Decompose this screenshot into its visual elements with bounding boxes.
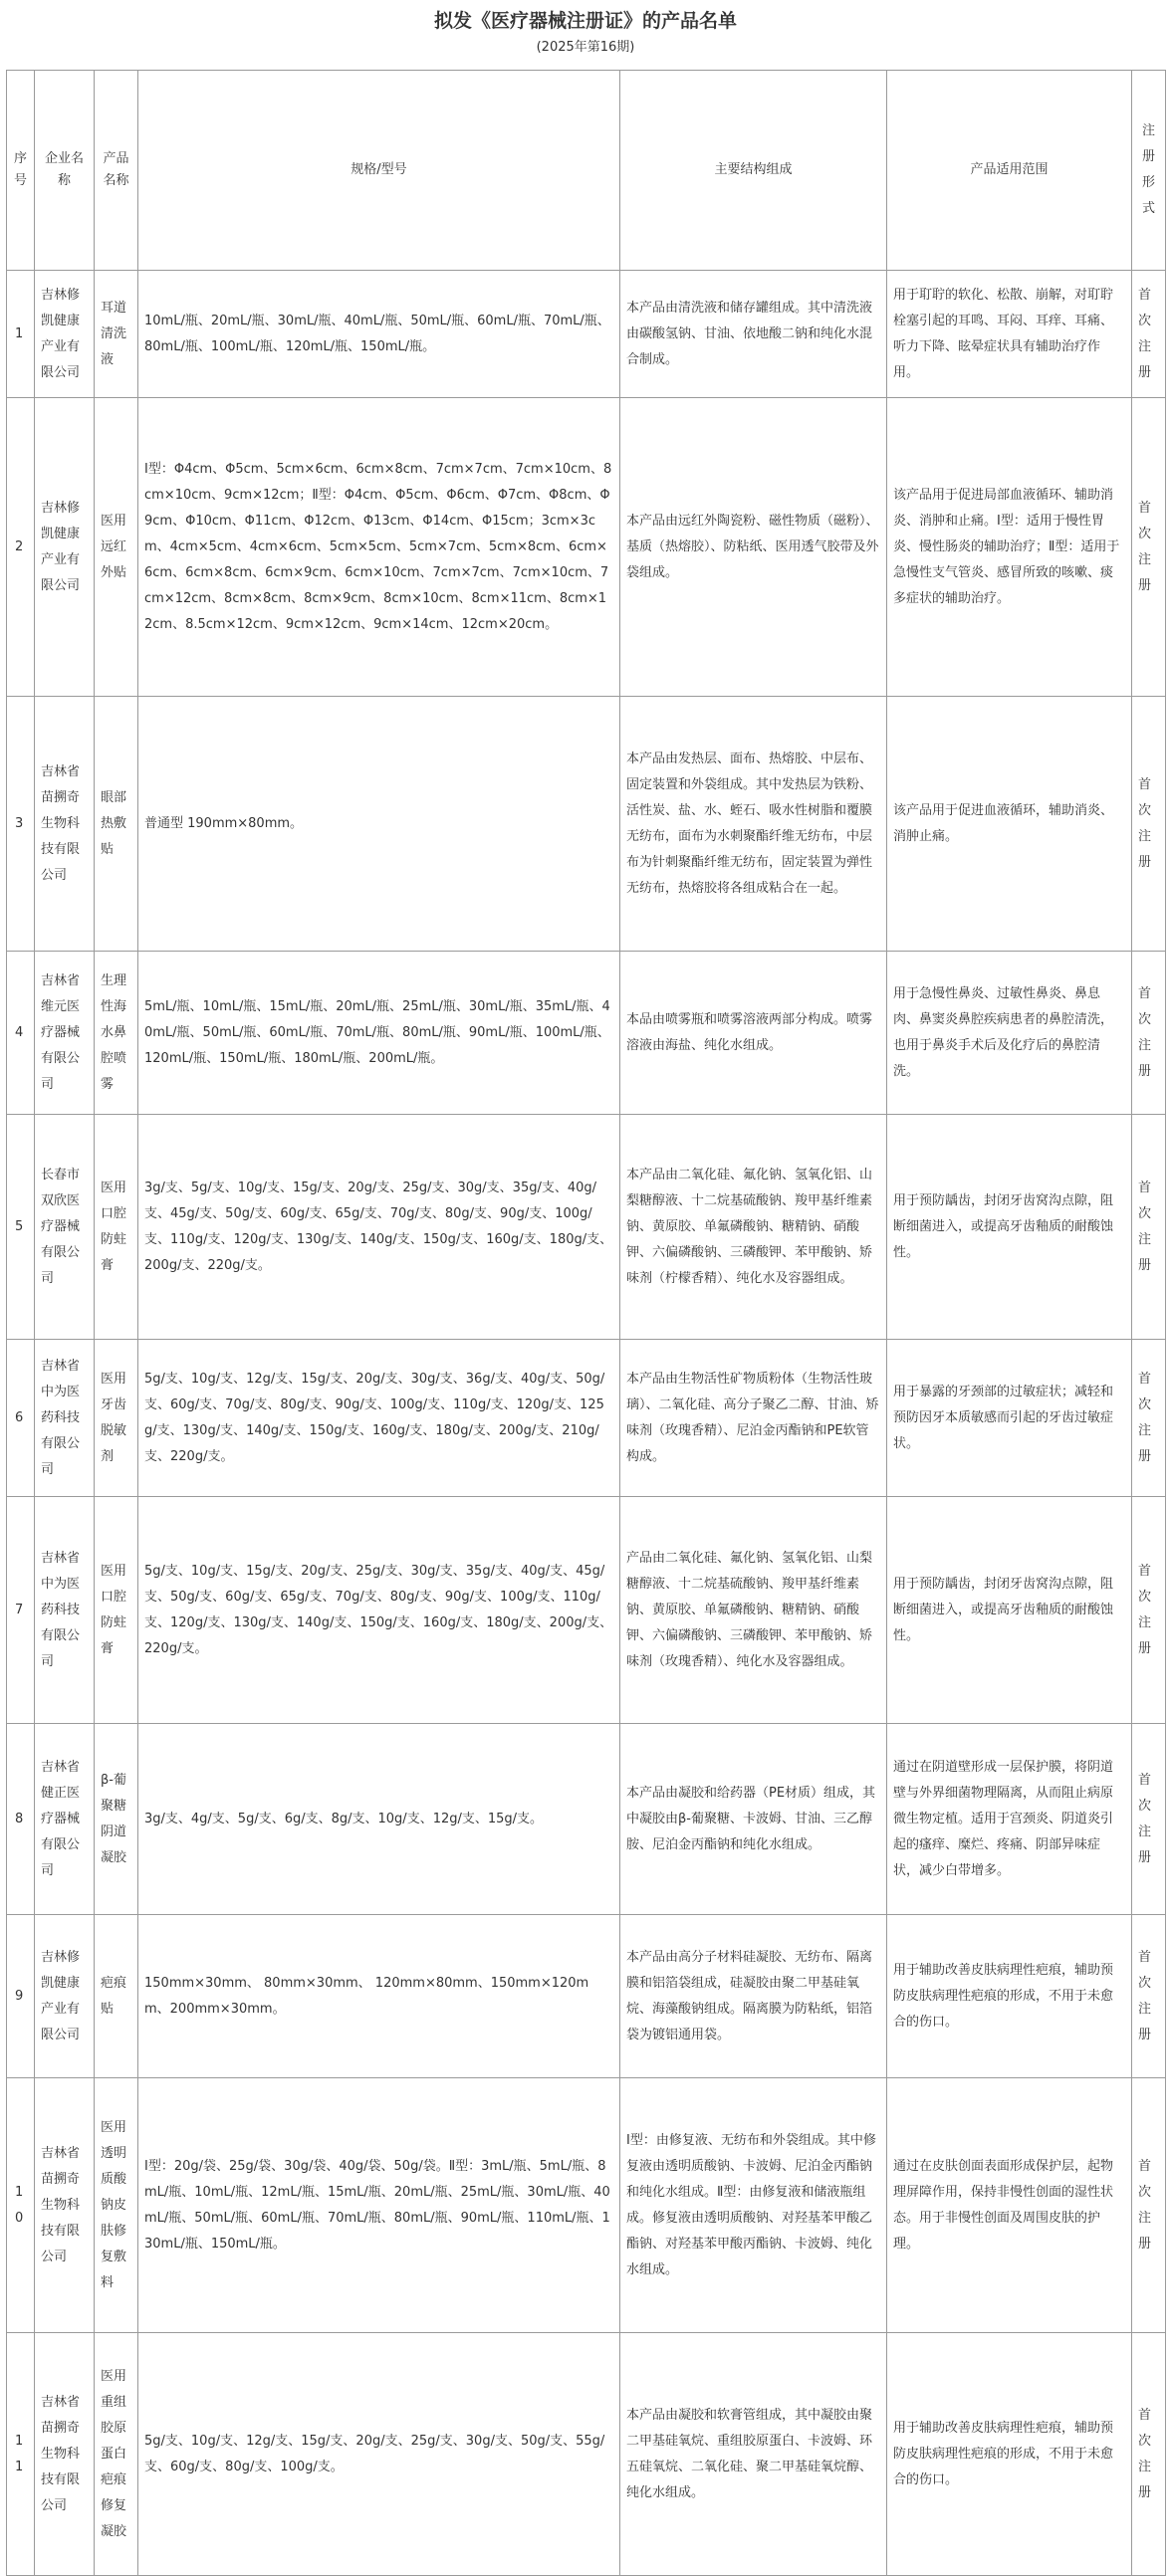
row-structure: 本品由喷雾瓶和喷雾溶液两部分构成。喷雾溶液由海盐、纯化水组成。	[620, 952, 887, 1115]
row-index: 4	[7, 952, 35, 1115]
row-company: 吉林省苗搠奇生物科技有限公司	[35, 2078, 95, 2333]
row-product: β-葡聚糖阴道凝胶	[95, 1724, 138, 1915]
row-product: 生理性海水鼻腔喷雾	[95, 952, 138, 1115]
row-structure: Ⅰ型：由修复液、无纺布和外袋组成。其中修复液由透明质酸钠、卡波姆、尼泊金丙酯钠和纯化水组成。Ⅱ型：由修复液和储液瓶组成。修复液由透明质酸钠、对羟基苯甲酸乙酯钠、对羟基苯甲酸丙酯钠、卡波姆、纯化水组成。	[620, 2078, 887, 2333]
row-index: 2	[7, 398, 35, 697]
row-product: 耳道清洗液	[95, 271, 138, 398]
table-row	[7, 2078, 1166, 2333]
row-index: 3	[7, 697, 35, 952]
row-form: 首次注册	[1132, 1340, 1166, 1497]
table-header	[7, 71, 1166, 271]
row-product: 医用重组胶原蛋白疤痕修复凝胶	[95, 2333, 138, 2576]
row-scope: 用于辅助改善皮肤病理性疤痕，辅助预防皮肤病理性疤痕的形成，不用于未愈合的伤口。	[887, 1915, 1132, 2078]
row-scope: 通过在皮肤创面表面形成保护层，起物理屏障作用，保持非慢性创面的湿性状态。用于非慢性创面及周围皮肤的护理。	[887, 2078, 1132, 2333]
row-product: 医用远红外贴	[95, 398, 138, 697]
document-subtitle: (2025年第16期)	[536, 40, 635, 55]
row-form: 首次注册	[1132, 697, 1166, 952]
row-product: 医用透明质酸钠皮肤修复敷料	[95, 2078, 138, 2333]
header-row	[7, 71, 1166, 271]
row-scope: 用于耵聍的软化、松散、崩解，对耵聍栓塞引起的耳鸣、耳闷、耳痒、耳痛、听力下降、眩晕症状具有辅助治疗作用。	[887, 271, 1132, 398]
row-structure: 本产品由凝胶和软膏管组成，其中凝胶由聚二甲基硅氧烷、重组胶原蛋白、卡波姆、环五硅氧烷、二氧化硅、聚二甲基硅氧烷醇、纯化水组成。	[620, 2333, 887, 2576]
row-scope: 用于急慢性鼻炎、过敏性鼻炎、鼻息肉、鼻窦炎鼻腔疾病患者的鼻腔清洗，也用于鼻炎手术后及化疗后的鼻腔清洗。	[887, 952, 1132, 1115]
row-company: 吉林省中为医药科技有限公司	[35, 1340, 95, 1497]
table-row	[7, 952, 1166, 1115]
row-company: 吉林修凯健康产业有限公司	[35, 271, 95, 398]
header-form: 注册形式	[1132, 71, 1166, 271]
row-form: 首次注册	[1132, 1115, 1166, 1340]
row-index: 7	[7, 1497, 35, 1724]
row-spec: Ⅰ型：Φ4cm、Φ5cm、5cm×6cm、6cm×8cm、7cm×7cm、7cm×10cm、8cm×10cm、9cm×12cm；Ⅱ型：Φ4cm、Φ5cm、Φ6cm、Φ7cm、Φ8cm、Φ9cm、Φ10cm、Φ11cm、Φ12cm、Φ13cm、Φ14cm、Φ15cm；3cm×3cm、4cm×5cm、4cm×6cm、5cm×5cm、5cm×7cm、5cm×8cm、6cm×6cm、6cm×8cm、6cm×9cm、6cm×10cm、7cm×7cm、7cm×10cm、7cm×12cm、8cm×8cm、8cm×9cm、8cm×10cm、8cm×11cm、8cm×12cm、8.5cm×12cm、9cm×12cm、9cm×14cm、12cm×20cm。	[138, 398, 620, 697]
row-spec: 5g/支、10g/支、12g/支、15g/支、20g/支、30g/支、36g/支、40g/支、50g/支、60g/支、70g/支、80g/支、90g/支、100g/支、110g/支、120g/支、125g/支、130g/支、140g/支、150g/支、160g/支、180g/支、200g/支、210g/支、220g/支。	[138, 1340, 620, 1497]
row-spec: 150mm×30mm、 80mm×30mm、 120mm×80mm、150mm×120mm、200mm×30mm。	[138, 1915, 620, 2078]
row-company: 吉林省中为医药科技有限公司	[35, 1497, 95, 1724]
row-form: 首次注册	[1132, 398, 1166, 697]
row-scope: 用于预防龋齿，封闭牙齿窝沟点隙，阻断细菌进入，或提高牙齿釉质的耐酸蚀性。	[887, 1497, 1132, 1724]
row-company: 长春市双欣医疗器械有限公司	[35, 1115, 95, 1340]
row-spec: Ⅰ型：20g/袋、25g/袋、30g/袋、40g/袋、50g/袋。Ⅱ型：3mL/瓶、5mL/瓶、8mL/瓶、10mL/瓶、12mL/瓶、15mL/瓶、20mL/瓶、25mL/瓶、30mL/瓶、40mL/瓶、50mL/瓶、60mL/瓶、70mL/瓶、80mL/瓶、90mL/瓶、110mL/瓶、130mL/瓶、150mL/瓶。	[138, 2078, 620, 2333]
row-form: 首次注册	[1132, 952, 1166, 1115]
table-row	[7, 1497, 1166, 1724]
row-spec: 普通型 190mm×80mm。	[138, 697, 620, 952]
row-spec: 3g/支、5g/支、10g/支、15g/支、20g/支、25g/支、30g/支、35g/支、40g/支、45g/支、50g/支、60g/支、65g/支、70g/支、80g/支、90g/支、100g/支、110g/支、120g/支、130g/支、140g/支、150g/支、160g/支、180g/支、200g/支、220g/支。	[138, 1115, 620, 1340]
row-form: 首次注册	[1132, 2333, 1166, 2576]
row-index: 5	[7, 1115, 35, 1340]
row-form: 首次注册	[1132, 1915, 1166, 2078]
row-company: 吉林省维元医疗器械有限公司	[35, 952, 95, 1115]
row-index: 1	[7, 271, 35, 398]
row-company: 吉林修凯健康产业有限公司	[35, 1915, 95, 2078]
row-form: 首次注册	[1132, 1724, 1166, 1915]
table-row	[7, 271, 1166, 398]
row-scope: 用于预防龋齿，封闭牙齿窝沟点隙，阻断细菌进入，或提高牙齿釉质的耐酸蚀性。	[887, 1115, 1132, 1340]
row-spec: 5mL/瓶、10mL/瓶、15mL/瓶、20mL/瓶、25mL/瓶、30mL/瓶、35mL/瓶、40mL/瓶、50mL/瓶、60mL/瓶、70mL/瓶、80mL/瓶、90mL/瓶、100mL/瓶、120mL/瓶、150mL/瓶、180mL/瓶、200mL/瓶。	[138, 952, 620, 1115]
row-spec: 5g/支、10g/支、12g/支、15g/支、20g/支、25g/支、30g/支、50g/支、55g/支、60g/支、80g/支、100g/支。	[138, 2333, 620, 2576]
row-company: 吉林省健正医疗器械有限公司	[35, 1724, 95, 1915]
row-scope: 该产品用于促进血液循环，辅助消炎、消肿止痛。	[887, 697, 1132, 952]
table-row	[7, 1724, 1166, 1915]
row-product: 医用口腔防蛀膏	[95, 1497, 138, 1724]
row-structure: 本产品由凝胶和给药器（PE材质）组成，其中凝胶由β-葡聚糖、卡波姆、甘油、三乙醇胺、尼泊金丙酯钠和纯化水组成。	[620, 1724, 887, 1915]
header-spec: 规格/型号	[138, 71, 620, 271]
row-company: 吉林省苗搠奇生物科技有限公司	[35, 2333, 95, 2576]
row-structure: 本产品由高分子材料硅凝胶、无纺布、隔离膜和铝箔袋组成，硅凝胶由聚二甲基硅氧烷、海藻酸钠组成。隔离膜为防粘纸，铝箔袋为镀铝通用袋。	[620, 1915, 887, 2078]
header-structure: 主要结构组成	[620, 71, 887, 271]
row-index: 8	[7, 1724, 35, 1915]
row-product: 眼部热敷贴	[95, 697, 138, 952]
row-scope: 用于辅助改善皮肤病理性疤痕，辅助预防皮肤病理性疤痕的形成，不用于未愈合的伤口。	[887, 2333, 1132, 2576]
row-structure: 本产品由清洗液和储存罐组成。其中清洗液由碳酸氢钠、甘油、依地酸二钠和纯化水混合制成。	[620, 271, 887, 398]
product-table	[6, 70, 1166, 2576]
row-structure: 本产品由二氧化硅、氟化钠、氢氧化铝、山梨糖醇液、十二烷基硫酸钠、羧甲基纤维素钠、黄原胶、单氟磷酸钠、糖精钠、硝酸钾、六偏磷酸钠、三磷酸钾、苯甲酸钠、矫味剂（柠檬香精）、纯化水及容器组成。	[620, 1115, 887, 1340]
row-index: 6	[7, 1340, 35, 1497]
row-scope: 用于暴露的牙颈部的过敏症状；减轻和预防因牙本质敏感而引起的牙齿过敏症状。	[887, 1340, 1132, 1497]
row-product: 医用口腔防蛀膏	[95, 1115, 138, 1340]
row-company: 吉林省苗搠奇生物科技有限公司	[35, 697, 95, 952]
row-form: 首次注册	[1132, 2078, 1166, 2333]
row-spec: 10mL/瓶、20mL/瓶、30mL/瓶、40mL/瓶、50mL/瓶、60mL/瓶、70mL/瓶、80mL/瓶、100mL/瓶、120mL/瓶、150mL/瓶。	[138, 271, 620, 398]
row-product: 疤痕贴	[95, 1915, 138, 2078]
row-product: 医用牙齿脱敏剂	[95, 1340, 138, 1497]
table-row	[7, 1340, 1166, 1497]
row-index: 11	[7, 2333, 35, 2576]
row-scope: 通过在阴道壁形成一层保护膜，将阴道壁与外界细菌物理隔离，从而阻止病原微生物定植。适用于宫颈炎、阴道炎引起的瘙痒、糜烂、疼痛、阴部异味症状，减少白带增多。	[887, 1724, 1132, 1915]
row-index: 9	[7, 1915, 35, 2078]
row-index: 10	[7, 2078, 35, 2333]
row-form: 首次注册	[1132, 271, 1166, 398]
header-scope: 产品适用范围	[887, 71, 1132, 271]
row-structure: 产品由二氧化硅、氟化钠、氢氧化铝、山梨糖醇液、十二烷基硫酸钠、羧甲基纤维素钠、黄原胶、单氟磷酸钠、糖精钠、硝酸钾、六偏磷酸钠、三磷酸钾、苯甲酸钠、矫味剂（玫瑰香精）、纯化水及容器组成。	[620, 1497, 887, 1724]
header-index: 序号	[7, 71, 35, 271]
table-row	[7, 1915, 1166, 2078]
row-form: 首次注册	[1132, 1497, 1166, 1724]
row-structure: 本产品由远红外陶瓷粉、磁性物质（磁粉）、基质（热熔胶）、防粘纸、医用透气胶带及外袋组成。	[620, 398, 887, 697]
row-scope: 该产品用于促进局部血液循环、辅助消炎、消肿和止痛。Ⅰ型：适用于慢性胃炎、慢性肠炎的辅助治疗；Ⅱ型：适用于急慢性支气管炎、感冒所致的咳嗽、痰多症状的辅助治疗。	[887, 398, 1132, 697]
table-row	[7, 2333, 1166, 2576]
row-structure: 本产品由发热层、面布、热熔胶、中层布、固定装置和外袋组成。其中发热层为铁粉、活性炭、盐、水、蛭石、吸水性树脂和覆膜无纺布，面布为水刺聚酯纤维无纺布，中层布为针刺聚酯纤维无纺布，固定装置为弹性无纺布，热熔胶将各组成粘合在一起。	[620, 697, 887, 952]
row-spec: 5g/支、10g/支、15g/支、20g/支、25g/支、30g/支、35g/支、40g/支、45g/支、50g/支、60g/支、65g/支、70g/支、80g/支、90g/支、100g/支、110g/支、120g/支、130g/支、140g/支、150g/支、160g/支、180g/支、200g/支、220g/支。	[138, 1497, 620, 1724]
header-product: 产品名称	[95, 71, 138, 271]
row-company: 吉林修凯健康产业有限公司	[35, 398, 95, 697]
document-title: 拟发《医疗器械注册证》的产品名单	[433, 10, 737, 32]
table-row	[7, 697, 1166, 952]
table-body	[7, 271, 1166, 2576]
table-row	[7, 1115, 1166, 1340]
table-row	[7, 398, 1166, 697]
header-company: 企业名称	[35, 71, 95, 271]
row-structure: 本产品由生物活性矿物质粉体（生物活性玻璃）、二氧化硅、高分子聚乙二醇、甘油、矫味剂（玫瑰香精）、尼泊金丙酯钠和PE软管构成。	[620, 1340, 887, 1497]
row-spec: 3g/支、4g/支、5g/支、6g/支、8g/支、10g/支、12g/支、15g/支。	[138, 1724, 620, 1915]
